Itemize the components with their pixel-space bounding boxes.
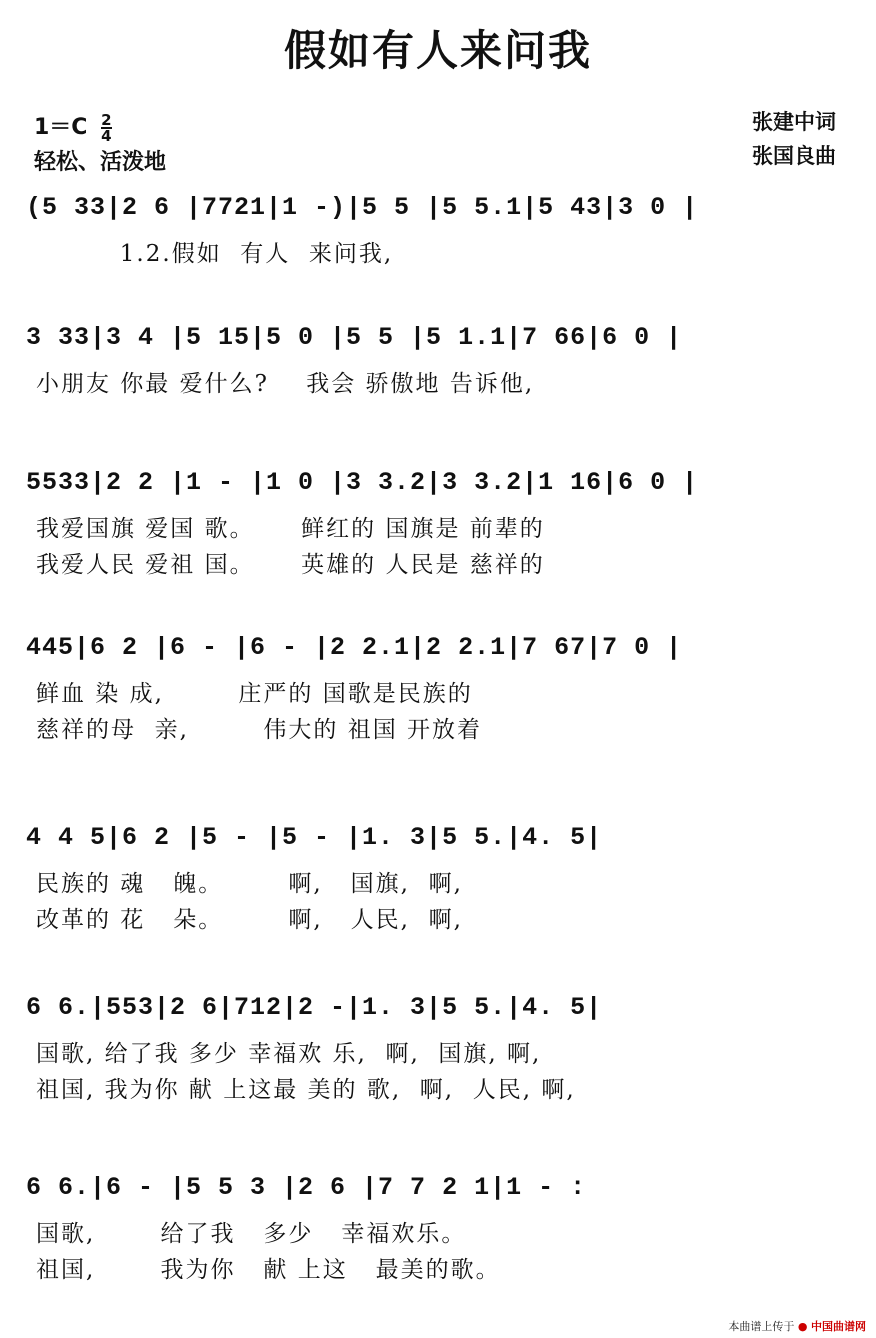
notation-line: 6 6.|6 - |5 5 3 |2 6 |7 7 2 1|1 - : (26, 1173, 587, 1202)
time-signature (101, 113, 111, 143)
lyric-line: 鲜血 染 成, 庄严的 国歌是民族的 (36, 681, 473, 707)
lyric-line: 民族的 魂 魄。 啊, 国旗, 啊, (36, 871, 463, 897)
score-line (0, 1165, 876, 1315)
lyric-line: 1.2.假如 有人 来问我, (36, 241, 394, 267)
footer (728, 1318, 866, 1334)
lyric-line: 国歌, 给了我 多少 幸福欢乐。 (36, 1221, 467, 1247)
key-signature (34, 110, 112, 143)
time-numerator: 2 (101, 111, 112, 129)
lyric-line: 国歌, 给了我 多少 幸福欢 乐, 啊, 国旗, 啊, (36, 1041, 542, 1067)
score-line (0, 315, 876, 465)
notation-line: 445|6 2 |6 - |6 - |2 2.1|2 2.1|7 67|7 0 | (26, 633, 683, 662)
notation-line: 6 6.|553|2 6|712|2 -|1. 3|5 5.|4. 5| (26, 993, 603, 1022)
score-line (0, 625, 876, 775)
lyric-line: 我爱国旗 爱国 歌。 鲜红的 国旗是 前辈的 (36, 516, 545, 542)
lyric-line: 慈祥的母 亲, 伟大的 祖国 开放着 (36, 717, 483, 743)
score-line (0, 185, 876, 335)
notation-line: 5533|2 2 |1 - |1 0 |3 3.2|3 3.2|1 16|6 0 | (26, 468, 699, 497)
composer-credit: 张国良曲 (752, 143, 836, 168)
lyric-line: 小朋友 你最 爱什么? 我会 骄傲地 告诉他, (36, 371, 535, 397)
lyric-line: 祖国, 我为你 献 上这 最美的歌。 (36, 1257, 501, 1283)
notation-line: (5 33|2 6 |7721|1 -)|5 5 |5 5.1|5 43|3 0 | (26, 193, 699, 222)
lyric-line: 我爱人民 爱祖 国。 英雄的 人民是 慈祥的 (36, 552, 545, 578)
score-line (0, 985, 876, 1135)
lyricist-credit: 张建中词 (752, 109, 836, 134)
tempo-marking: 轻松、活泼地 (34, 150, 167, 175)
notation-line: 3 33|3 4 |5 15|5 0 |5 5 |5 1.1|7 66|6 0 | (26, 323, 683, 352)
footer-prefix: 本曲谱上传于 (728, 1320, 795, 1333)
footer-brand: 中国曲谱网 (811, 1320, 866, 1333)
score-line (0, 815, 876, 965)
site-logo-icon: ● (797, 1320, 808, 1333)
lyric-line: 祖国, 我为你 献 上这最 美的 歌, 啊, 人民, 啊, (36, 1077, 576, 1103)
time-denominator: 4 (101, 127, 112, 145)
lyric-line: 改革的 花 朵。 啊, 人民, 啊, (36, 907, 463, 933)
song-title: 假如有人来问我 (283, 26, 592, 75)
key-label: 1＝C (34, 115, 88, 140)
notation-line: 4 4 5|6 2 |5 - |5 - |1. 3|5 5.|4. 5| (26, 823, 603, 852)
score-line (0, 460, 876, 610)
